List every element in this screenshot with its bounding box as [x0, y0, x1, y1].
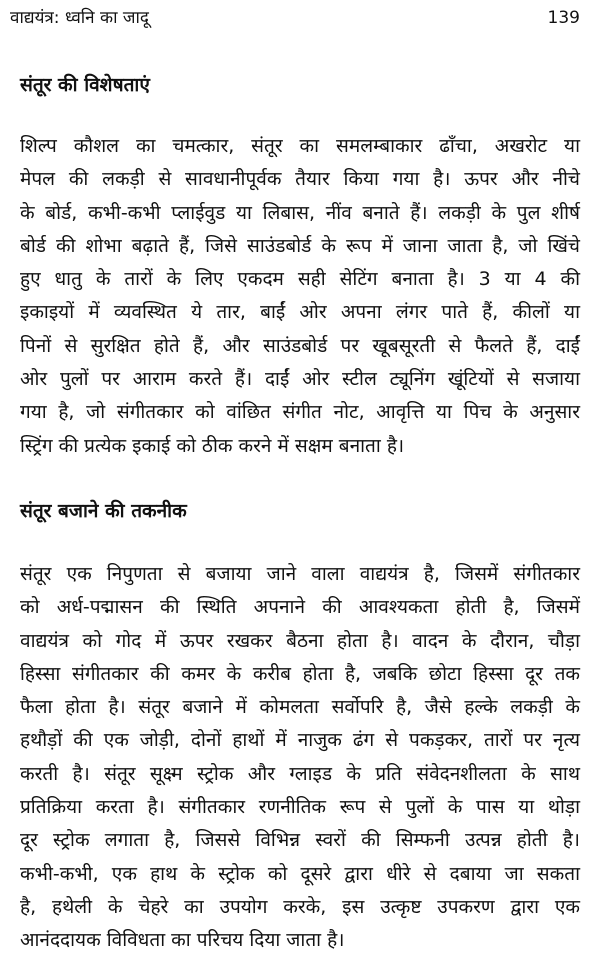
paragraph	[20, 558, 580, 958]
section-heading: संतूर की विशेषताएं	[20, 74, 150, 96]
paragraph-line: गया है, जो संगीतकार को वांछित संगीत नोट, आवृत्ति या पिच के अनुसार	[20, 401, 580, 424]
paragraph-line: फैला होता है। संतूर बजाने में कोमलता सर्वोपरि है, जैसे हल्के लकड़ी के	[20, 696, 580, 719]
running-header	[10, 6, 588, 32]
paragraph-line: दूर स्ट्रोक लगाता है, जिससे विभिन्न स्वरों की सिम्फनी उत्पन्न होती है।	[20, 829, 580, 852]
running-title: वाद्ययंत्र: ध्वनि का जादू	[10, 8, 149, 28]
paragraph-line: संतूर एक निपुणता से बजाया जाने वाला वाद्ययंत्र है, जिसमें संगीतकार	[20, 563, 580, 585]
paragraph-line: हुए धातु के तारों के लिए एकदम सही सेटिंग बनाता है। 3 या 4 की	[20, 268, 580, 291]
paragraph-line: को अर्ध-पद्मासन की स्थिति अपनाने की आवश्यकता होती है, जिसमें	[20, 596, 580, 619]
paragraph-line: हिस्सा संगीतकार की कमर के करीब होता है, जबकि छोटा हिस्सा दूर तक	[20, 662, 580, 685]
paragraph-line: कभी-कभी, एक हाथ के स्ट्रोक को दूसरे द्वारा धीरे से दबाया जा सकता	[20, 862, 580, 885]
section-santoor-features	[20, 70, 580, 463]
paragraph-line: प्रतिक्रिया करता है। संगीतकार रणनीतिक रूप से पुलों के पास या थोड़ा	[20, 796, 580, 819]
paragraph-line: वाद्ययंत्र को गोद में ऊपर रखकर बैठना होता है। वादन के दौरान, चौड़ा	[20, 629, 580, 652]
section-playing-technique	[20, 496, 580, 958]
paragraph-line: बोर्ड की शोभा बढ़ाते हैं, जिसे साउंडबोर्ड के रूप में जाना जाता है, जो खिंचे	[20, 234, 580, 257]
paragraph-line: है, हथेली के चेहरे का उपयोग करके, इस उत्कृष्ट उपकरण द्वारा एक	[20, 895, 580, 918]
paragraph-line: करती है। संतूर सूक्ष्म स्ट्रोक और ग्लाइड के प्रति संवेदनशीलता के साथ	[20, 762, 580, 785]
section-heading: संतूर बजाने की तकनीक	[20, 500, 187, 522]
paragraph-line: मेपल की लकड़ी से सावधानीपूर्वक तैयार किया गया है। ऊपर और नीचे	[20, 168, 580, 191]
paragraph-line: पिनों से सुरक्षित होते हैं, और साउंडबोर्ड पर खूबसूरती से फैलते हैं, दाईं	[20, 334, 580, 357]
paragraph-line: ओर पुलों पर आराम करते हैं। दाईं ओर स्टील ट्यूनिंग खूंटियों से सजाया	[20, 368, 580, 391]
paragraph-line: इकाइयों में व्यवस्थित ये तार, बाईं ओर अपना लंगर पाते हैं, कीलों या	[20, 301, 580, 324]
paragraph	[20, 130, 580, 463]
paragraph-line: के बोर्ड, कभी-कभी प्लाईवुड या लिबास, नींव बनाते हैं। लकड़ी के पुल शीर्ष	[20, 201, 580, 224]
page-number: 139	[547, 8, 580, 28]
paragraph-line: आनंददायक विविधता का परिचय दिया जाता है।	[20, 929, 345, 952]
paragraph-line: हथौड़ों की एक जोड़ी, दोनों हाथों में नाजुक ढंग से पकड़कर, तारों पर नृत्य	[20, 729, 580, 752]
paragraph-line: शिल्प कौशल का चमत्कार, संतूर का समलम्बाकार ढाँचा, अखरोट या	[20, 135, 580, 157]
paragraph-line: स्ट्रिंग की प्रत्येक इकाई को ठीक करने में सक्षम बनाता है।	[20, 434, 405, 457]
